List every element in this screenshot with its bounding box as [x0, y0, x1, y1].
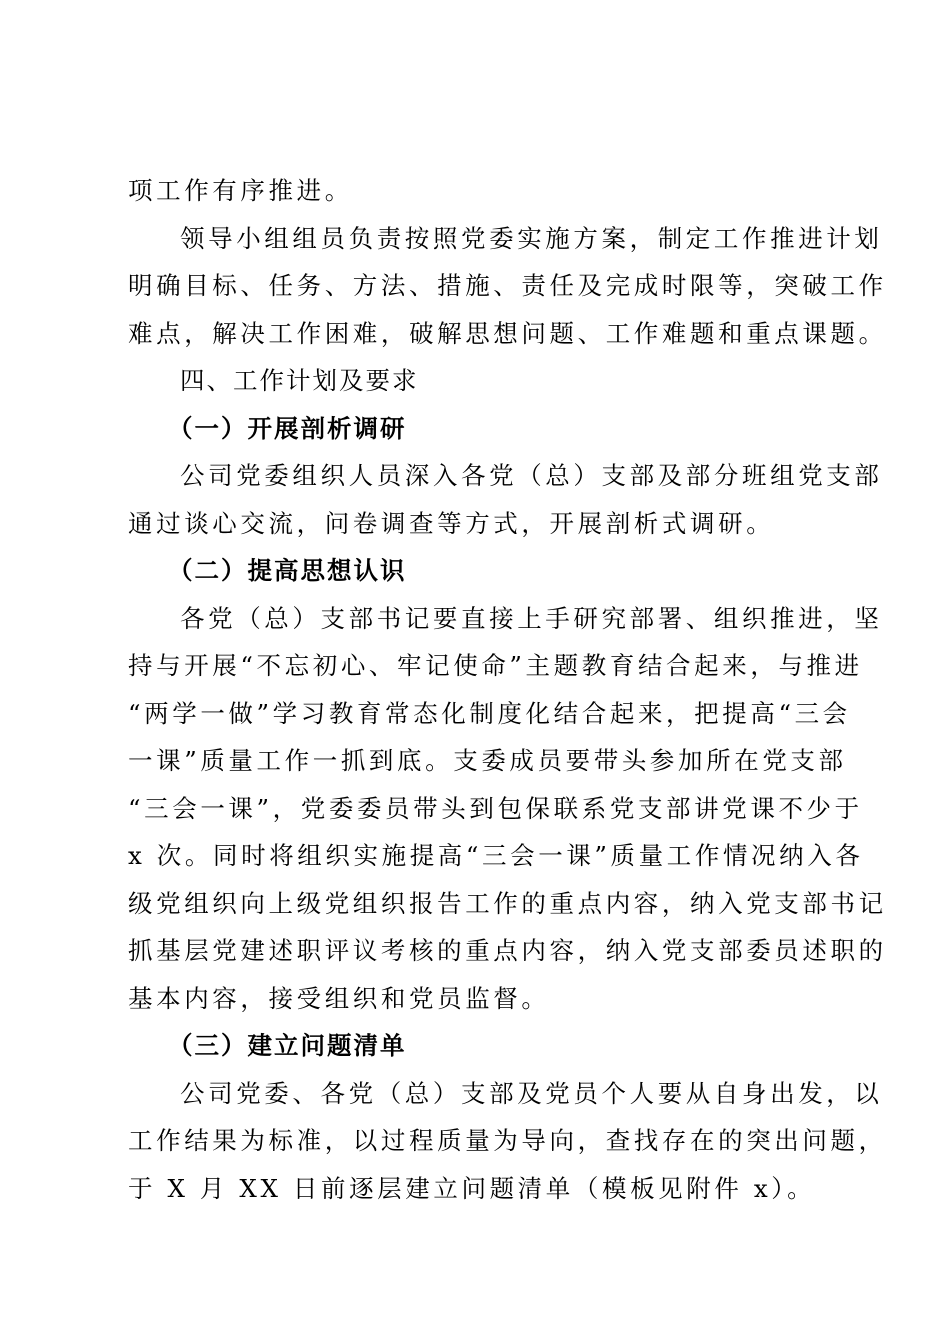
text-line: “三会一课”，党委委员带头到包保联系党支部讲党课不少于: [128, 793, 863, 823]
text-line: 明确目标、任务、方法、措施、责任及完成时限等，突破工作: [128, 271, 887, 300]
text-line: 级党组织向上级党组织报告工作的重点内容，纳入党支部书记: [128, 888, 887, 918]
text-line: 工作结果为标准，以过程质量为导向，查找存在的突出问题，: [128, 1126, 887, 1155]
paragraph-leadership-group: [128, 215, 887, 358]
text-line: 持与开展“不忘初心、牢记使命”主题教育结合起来，与推进: [128, 651, 863, 680]
text-line: 基本内容，接受组织和党员监督。: [128, 983, 550, 1013]
text-line: 公司党委组织人员深入各党（总）支部及部分班组党支部: [180, 461, 883, 490]
document-body: [128, 167, 887, 1212]
section-heading-4: 四、工作计划及要求: [180, 366, 419, 395]
text-line: 领导小组组员负责按照党委实施方案，制定工作推进计划: [180, 223, 883, 253]
text-line: “两学一做”学习教育常态化制度化结合起来，把提高“三会: [128, 698, 851, 728]
text-line: 抓基层党建述职评议考核的重点内容，纳入党支部委员述职的: [128, 936, 887, 965]
paragraph-continuation: [128, 167, 832, 215]
subsection-heading-1: （一）开展剖析调研: [168, 413, 407, 443]
text-line: 各党（总）支部书记要直接上手研究部署、组织推进，坚: [180, 603, 883, 633]
text-line: 通过谈心交流，问卷调查等方式，开展剖析式调研。: [128, 508, 775, 538]
paragraph-research: [128, 452, 883, 547]
text-line: 难点，解决工作困难，破解思想问题、工作难题和重点课题。: [128, 318, 887, 348]
paragraph-problem-list: [128, 1070, 887, 1213]
text-line: 于 X 月 XX 日前逐层建立问题清单（模板见附件 x）。: [128, 1173, 816, 1203]
paragraph-awareness: [128, 595, 887, 1023]
subsection-heading-2: （二）提高思想认识: [168, 556, 407, 585]
subsection-heading-3: （三）建立问题清单: [168, 1031, 407, 1060]
text-line: 项工作有序推进。: [128, 176, 353, 205]
text-line: 一课”质量工作一抓到底。支委成员要带头参加所在党支部: [128, 746, 847, 775]
text-line: 公司党委、各党（总）支部及党员个人要从自身出发，以: [180, 1078, 883, 1108]
text-line: x 次。同时将组织实施提高“三会一课”质量工作情况纳入各: [128, 841, 864, 870]
